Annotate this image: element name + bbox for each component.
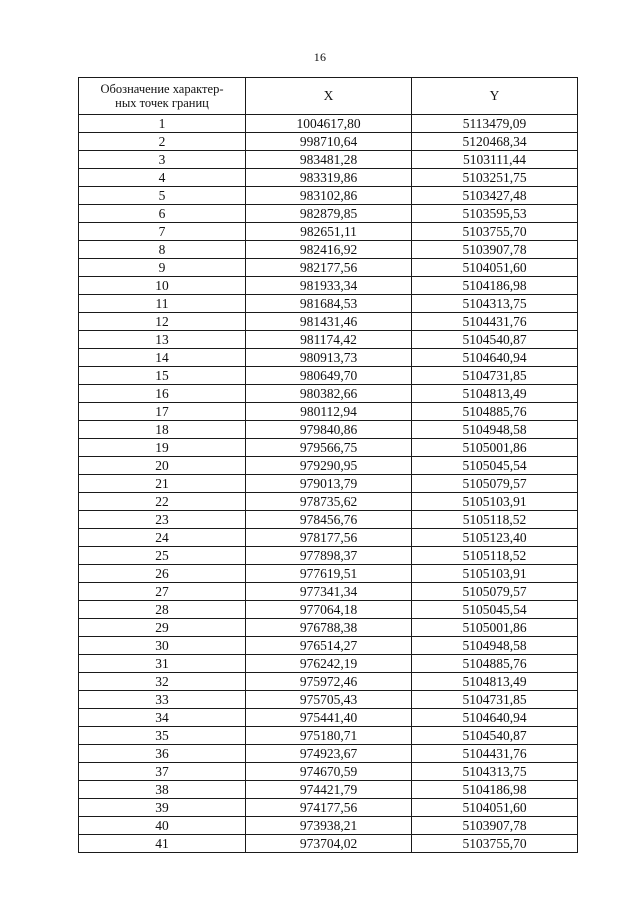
point-number-cell — [79, 709, 246, 727]
header-point-designation: Обозначение характер- ных точек границ — [79, 78, 246, 115]
table-row — [79, 205, 578, 223]
table-row — [79, 511, 578, 529]
y-coordinate-cell — [412, 745, 578, 763]
y-coordinate-cell — [412, 637, 578, 655]
cell-text: 5104313,75 — [462, 764, 527, 779]
table-row — [79, 547, 578, 565]
cell-text: 5104640,94 — [462, 710, 527, 725]
cell-text: 1004617,80 — [296, 116, 361, 131]
table-row — [79, 295, 578, 313]
x-coordinate-cell — [246, 205, 412, 223]
x-coordinate-cell — [246, 349, 412, 367]
cell-text: 979840,86 — [299, 422, 358, 437]
table-row — [79, 799, 578, 817]
cell-text: 5120468,34 — [462, 134, 527, 149]
x-coordinate-cell — [246, 421, 412, 439]
point-number-cell — [79, 655, 246, 673]
x-coordinate-cell — [246, 745, 412, 763]
y-coordinate-cell — [412, 169, 578, 187]
cell-text: 981174,42 — [300, 332, 357, 347]
cell-text: 5104051,60 — [462, 800, 527, 815]
point-number-cell — [79, 673, 246, 691]
header-row — [79, 78, 578, 115]
cell-text: 980649,70 — [299, 368, 358, 383]
y-coordinate-cell — [412, 277, 578, 295]
cell-text: 973704,02 — [299, 836, 358, 851]
cell-text: 30 — [155, 638, 169, 653]
table-row — [79, 187, 578, 205]
x-coordinate-cell — [246, 691, 412, 709]
cell-text: 38 — [155, 782, 169, 797]
cell-text: 976242,19 — [299, 656, 358, 671]
cell-text: 981431,46 — [299, 314, 358, 329]
point-number-cell — [79, 151, 246, 169]
x-coordinate-cell — [246, 151, 412, 169]
cell-text: 22 — [155, 494, 169, 509]
cell-text: 5105123,40 — [462, 530, 527, 545]
point-number-cell — [79, 331, 246, 349]
cell-text: 5103427,48 — [462, 188, 527, 203]
cell-text: 983319,86 — [299, 170, 358, 185]
point-number-cell — [79, 637, 246, 655]
point-number-cell — [79, 169, 246, 187]
y-coordinate-cell — [412, 457, 578, 475]
y-coordinate-cell — [412, 439, 578, 457]
cell-text: 5104885,76 — [462, 656, 527, 671]
cell-text: 5104051,60 — [462, 260, 527, 275]
cell-text: 980382,66 — [299, 386, 358, 401]
cell-text: 974670,59 — [299, 764, 358, 779]
cell-text: 33 — [155, 692, 169, 707]
cell-text: 5113479,09 — [462, 116, 527, 131]
point-number-cell — [79, 745, 246, 763]
y-coordinate-cell — [412, 655, 578, 673]
table-row — [79, 421, 578, 439]
cell-text: 978456,76 — [299, 512, 358, 527]
cell-text: 3 — [158, 152, 166, 167]
cell-text: 5104731,85 — [462, 368, 527, 383]
table-header — [79, 78, 578, 115]
cell-text: 5103251,75 — [462, 170, 527, 185]
cell-text: 982177,56 — [299, 260, 358, 275]
x-coordinate-cell — [246, 655, 412, 673]
cell-text: 5105103,91 — [462, 494, 527, 509]
point-number-cell — [79, 133, 246, 151]
y-coordinate-cell — [412, 529, 578, 547]
point-number-cell — [79, 115, 246, 133]
x-coordinate-cell — [246, 619, 412, 637]
page-number: 16 — [313, 50, 327, 64]
cell-text: 20 — [155, 458, 169, 473]
cell-text: 6 — [158, 206, 166, 221]
table-row — [79, 331, 578, 349]
point-number-cell — [79, 565, 246, 583]
point-number-cell — [79, 277, 246, 295]
table-row — [79, 619, 578, 637]
cell-text: 21 — [155, 476, 169, 491]
y-coordinate-cell — [412, 493, 578, 511]
table-body — [79, 115, 578, 853]
point-number-cell — [79, 781, 246, 799]
y-coordinate-cell — [412, 313, 578, 331]
cell-text: 5104540,87 — [462, 728, 527, 743]
point-number-cell — [79, 511, 246, 529]
cell-text: 979290,95 — [299, 458, 358, 473]
point-number-cell — [79, 691, 246, 709]
cell-text: 973938,21 — [299, 818, 358, 833]
y-coordinate-cell — [412, 151, 578, 169]
cell-text: 16 — [155, 386, 169, 401]
x-coordinate-cell — [246, 259, 412, 277]
cell-text: 5105001,86 — [462, 620, 527, 635]
cell-text: 5103755,70 — [462, 836, 527, 851]
y-coordinate-cell — [412, 817, 578, 835]
point-number-cell — [79, 241, 246, 259]
y-coordinate-cell — [412, 709, 578, 727]
cell-text: 5104540,87 — [462, 332, 527, 347]
cell-text: 35 — [155, 728, 169, 743]
point-number-cell — [79, 259, 246, 277]
y-coordinate-cell — [412, 403, 578, 421]
y-coordinate-cell — [412, 799, 578, 817]
cell-text: 24 — [155, 530, 169, 545]
y-coordinate-cell — [412, 115, 578, 133]
y-coordinate-cell — [412, 385, 578, 403]
point-number-cell — [79, 223, 246, 241]
cell-text: 981684,53 — [299, 296, 358, 311]
y-coordinate-cell — [412, 367, 578, 385]
point-number-cell — [79, 457, 246, 475]
x-coordinate-cell — [246, 511, 412, 529]
table-row — [79, 475, 578, 493]
cell-text: 5105045,54 — [462, 602, 527, 617]
table-row — [79, 385, 578, 403]
point-number-cell — [79, 205, 246, 223]
table-row — [79, 817, 578, 835]
table-row — [79, 367, 578, 385]
cell-text: 5 — [158, 188, 166, 203]
y-coordinate-cell — [412, 673, 578, 691]
x-coordinate-cell — [246, 799, 412, 817]
table-row — [79, 223, 578, 241]
cell-text: 5105118,52 — [462, 512, 527, 527]
cell-text: 23 — [155, 512, 169, 527]
y-coordinate-cell — [412, 133, 578, 151]
cell-text: 976788,38 — [299, 620, 358, 635]
point-number-cell — [79, 349, 246, 367]
cell-text: 5103755,70 — [462, 224, 527, 239]
cell-text: 982879,85 — [299, 206, 358, 221]
x-coordinate-cell — [246, 601, 412, 619]
table-row — [79, 133, 578, 151]
point-number-cell — [79, 817, 246, 835]
point-number-cell — [79, 493, 246, 511]
y-coordinate-cell — [412, 241, 578, 259]
table-row — [79, 673, 578, 691]
y-coordinate-cell — [412, 619, 578, 637]
x-coordinate-cell — [246, 637, 412, 655]
cell-text: 5103111,44 — [462, 152, 527, 167]
point-number-cell — [79, 295, 246, 313]
x-coordinate-cell — [246, 169, 412, 187]
cell-text: 5104313,75 — [462, 296, 527, 311]
cell-text: 2 — [158, 134, 166, 149]
x-coordinate-cell — [246, 817, 412, 835]
cell-text: 1 — [158, 116, 166, 131]
boundary-points-table — [78, 77, 578, 853]
x-coordinate-cell — [246, 133, 412, 151]
x-coordinate-cell — [246, 295, 412, 313]
cell-text: 5104885,76 — [462, 404, 527, 419]
table-row — [79, 457, 578, 475]
cell-text: 5105118,52 — [462, 548, 527, 563]
table-row — [79, 349, 578, 367]
y-coordinate-cell — [412, 547, 578, 565]
table-row — [79, 403, 578, 421]
y-coordinate-cell — [412, 295, 578, 313]
y-coordinate-cell — [412, 727, 578, 745]
x-coordinate-cell — [246, 673, 412, 691]
x-coordinate-cell — [246, 277, 412, 295]
table-row — [79, 727, 578, 745]
cell-text: 977619,51 — [299, 566, 358, 581]
cell-text: 981933,34 — [299, 278, 358, 293]
table-row — [79, 313, 578, 331]
table-row — [79, 439, 578, 457]
cell-text: 32 — [155, 674, 169, 689]
y-coordinate-cell — [412, 259, 578, 277]
x-coordinate-cell — [246, 385, 412, 403]
cell-text: 998710,64 — [299, 134, 358, 149]
cell-text: 5105079,57 — [462, 584, 527, 599]
table-row — [79, 115, 578, 133]
cell-text: 12 — [155, 314, 169, 329]
cell-text: 975705,43 — [299, 692, 358, 707]
y-coordinate-cell — [412, 781, 578, 799]
y-coordinate-cell — [412, 223, 578, 241]
table-row — [79, 745, 578, 763]
x-coordinate-cell — [246, 493, 412, 511]
table-row — [79, 691, 578, 709]
x-coordinate-cell — [246, 457, 412, 475]
cell-text: 29 — [155, 620, 169, 635]
y-coordinate-cell — [412, 511, 578, 529]
cell-text: 5104431,76 — [462, 314, 527, 329]
point-number-cell — [79, 403, 246, 421]
table-row — [79, 151, 578, 169]
cell-text: 975972,46 — [299, 674, 358, 689]
cell-text: 974421,79 — [299, 782, 358, 797]
cell-text: 5105001,86 — [462, 440, 527, 455]
point-number-cell — [79, 547, 246, 565]
x-coordinate-cell — [246, 241, 412, 259]
table-row — [79, 565, 578, 583]
point-number-cell — [79, 763, 246, 781]
cell-text: 5104186,98 — [462, 278, 527, 293]
cell-text: 18 — [155, 422, 169, 437]
table-row — [79, 259, 578, 277]
table-row — [79, 835, 578, 853]
point-number-cell — [79, 619, 246, 637]
cell-text: 974923,67 — [299, 746, 358, 761]
cell-text: 25 — [155, 548, 169, 563]
cell-text: 980913,73 — [299, 350, 358, 365]
cell-text: 980112,94 — [300, 404, 357, 419]
cell-text: 5104640,94 — [462, 350, 527, 365]
cell-text: 977898,37 — [299, 548, 358, 563]
point-number-cell — [79, 835, 246, 853]
cell-text: 15 — [155, 368, 169, 383]
cell-text: 11 — [155, 296, 169, 311]
cell-text: 28 — [155, 602, 169, 617]
cell-text: 977064,18 — [299, 602, 358, 617]
x-coordinate-cell — [246, 367, 412, 385]
cell-text: 982416,92 — [299, 242, 358, 257]
cell-text: 5104431,76 — [462, 746, 527, 761]
y-coordinate-cell — [412, 475, 578, 493]
x-coordinate-cell — [246, 115, 412, 133]
table-row — [79, 241, 578, 259]
x-coordinate-cell — [246, 835, 412, 853]
cell-text: 17 — [155, 404, 169, 419]
point-number-cell — [79, 583, 246, 601]
table-row — [79, 655, 578, 673]
cell-text: 10 — [155, 278, 169, 293]
cell-text: 7 — [158, 224, 166, 239]
y-coordinate-cell — [412, 565, 578, 583]
point-number-cell — [79, 367, 246, 385]
y-coordinate-cell — [412, 763, 578, 781]
cell-text: 979566,75 — [299, 440, 358, 455]
cell-text: 40 — [155, 818, 169, 833]
x-coordinate-cell — [246, 439, 412, 457]
point-number-cell — [79, 187, 246, 205]
point-number-cell — [79, 475, 246, 493]
cell-text: 5103595,53 — [462, 206, 527, 221]
cell-text: 37 — [155, 764, 169, 779]
point-number-cell — [79, 439, 246, 457]
cell-text: 5105079,57 — [462, 476, 527, 491]
cell-text: 4 — [158, 170, 166, 185]
y-coordinate-cell — [412, 583, 578, 601]
y-coordinate-cell — [412, 205, 578, 223]
x-coordinate-cell — [246, 475, 412, 493]
cell-text: 19 — [155, 440, 169, 455]
cell-text: 31 — [155, 656, 169, 671]
x-coordinate-cell — [246, 781, 412, 799]
x-coordinate-cell — [246, 547, 412, 565]
cell-text: 977341,34 — [299, 584, 358, 599]
point-number-cell — [79, 727, 246, 745]
y-coordinate-cell — [412, 835, 578, 853]
cell-text: 5104186,98 — [462, 782, 527, 797]
cell-text: 983481,28 — [299, 152, 358, 167]
x-coordinate-cell — [246, 763, 412, 781]
cell-text: 979013,79 — [299, 476, 358, 491]
table-row — [79, 583, 578, 601]
y-coordinate-cell — [412, 187, 578, 205]
cell-text: 26 — [155, 566, 169, 581]
x-coordinate-cell — [246, 583, 412, 601]
cell-text: 36 — [155, 746, 169, 761]
cell-text: 5104948,58 — [462, 638, 527, 653]
cell-text: 27 — [155, 584, 169, 599]
cell-text: 5105103,91 — [462, 566, 527, 581]
x-coordinate-cell — [246, 313, 412, 331]
x-coordinate-cell — [246, 529, 412, 547]
point-number-cell — [79, 601, 246, 619]
x-coordinate-cell — [246, 331, 412, 349]
cell-text: 975441,40 — [299, 710, 358, 725]
cell-text: 983102,86 — [299, 188, 358, 203]
x-coordinate-cell — [246, 223, 412, 241]
x-coordinate-cell — [246, 709, 412, 727]
cell-text: 5104813,49 — [462, 674, 527, 689]
cell-text: 9 — [158, 260, 166, 275]
cell-text: 13 — [155, 332, 169, 347]
table-row — [79, 277, 578, 295]
table-row — [79, 781, 578, 799]
table-row — [79, 709, 578, 727]
point-number-cell — [79, 529, 246, 547]
table-row — [79, 601, 578, 619]
x-coordinate-cell — [246, 403, 412, 421]
cell-text: 41 — [155, 836, 169, 851]
cell-text: 974177,56 — [299, 800, 358, 815]
point-number-cell — [79, 385, 246, 403]
cell-text: 39 — [155, 800, 169, 815]
cell-text: 5103907,78 — [462, 242, 527, 257]
y-coordinate-cell — [412, 349, 578, 367]
point-number-cell — [79, 421, 246, 439]
cell-text: 5105045,54 — [462, 458, 527, 473]
cell-text: 982651,11 — [300, 224, 357, 239]
y-coordinate-cell — [412, 601, 578, 619]
cell-text: 5104813,49 — [462, 386, 527, 401]
cell-text: 14 — [155, 350, 169, 365]
cell-text: 5103907,78 — [462, 818, 527, 833]
table-row — [79, 493, 578, 511]
y-coordinate-cell — [412, 691, 578, 709]
table-row — [79, 169, 578, 187]
table-row — [79, 763, 578, 781]
cell-text: 8 — [158, 242, 166, 257]
cell-text: 5104731,85 — [462, 692, 527, 707]
point-number-cell — [79, 313, 246, 331]
header-x: X — [246, 78, 412, 115]
cell-text: 978735,62 — [299, 494, 358, 509]
table-row — [79, 529, 578, 547]
header-y: Y — [412, 78, 578, 115]
cell-text: 975180,71 — [299, 728, 358, 743]
cell-text: 34 — [155, 710, 169, 725]
x-coordinate-cell — [246, 565, 412, 583]
y-coordinate-cell — [412, 331, 578, 349]
table-row — [79, 637, 578, 655]
y-coordinate-cell — [412, 421, 578, 439]
cell-text: 978177,56 — [299, 530, 358, 545]
cell-text: 5104948,58 — [462, 422, 527, 437]
point-number-cell — [79, 799, 246, 817]
x-coordinate-cell — [246, 727, 412, 745]
cell-text: 976514,27 — [299, 638, 358, 653]
x-coordinate-cell — [246, 187, 412, 205]
